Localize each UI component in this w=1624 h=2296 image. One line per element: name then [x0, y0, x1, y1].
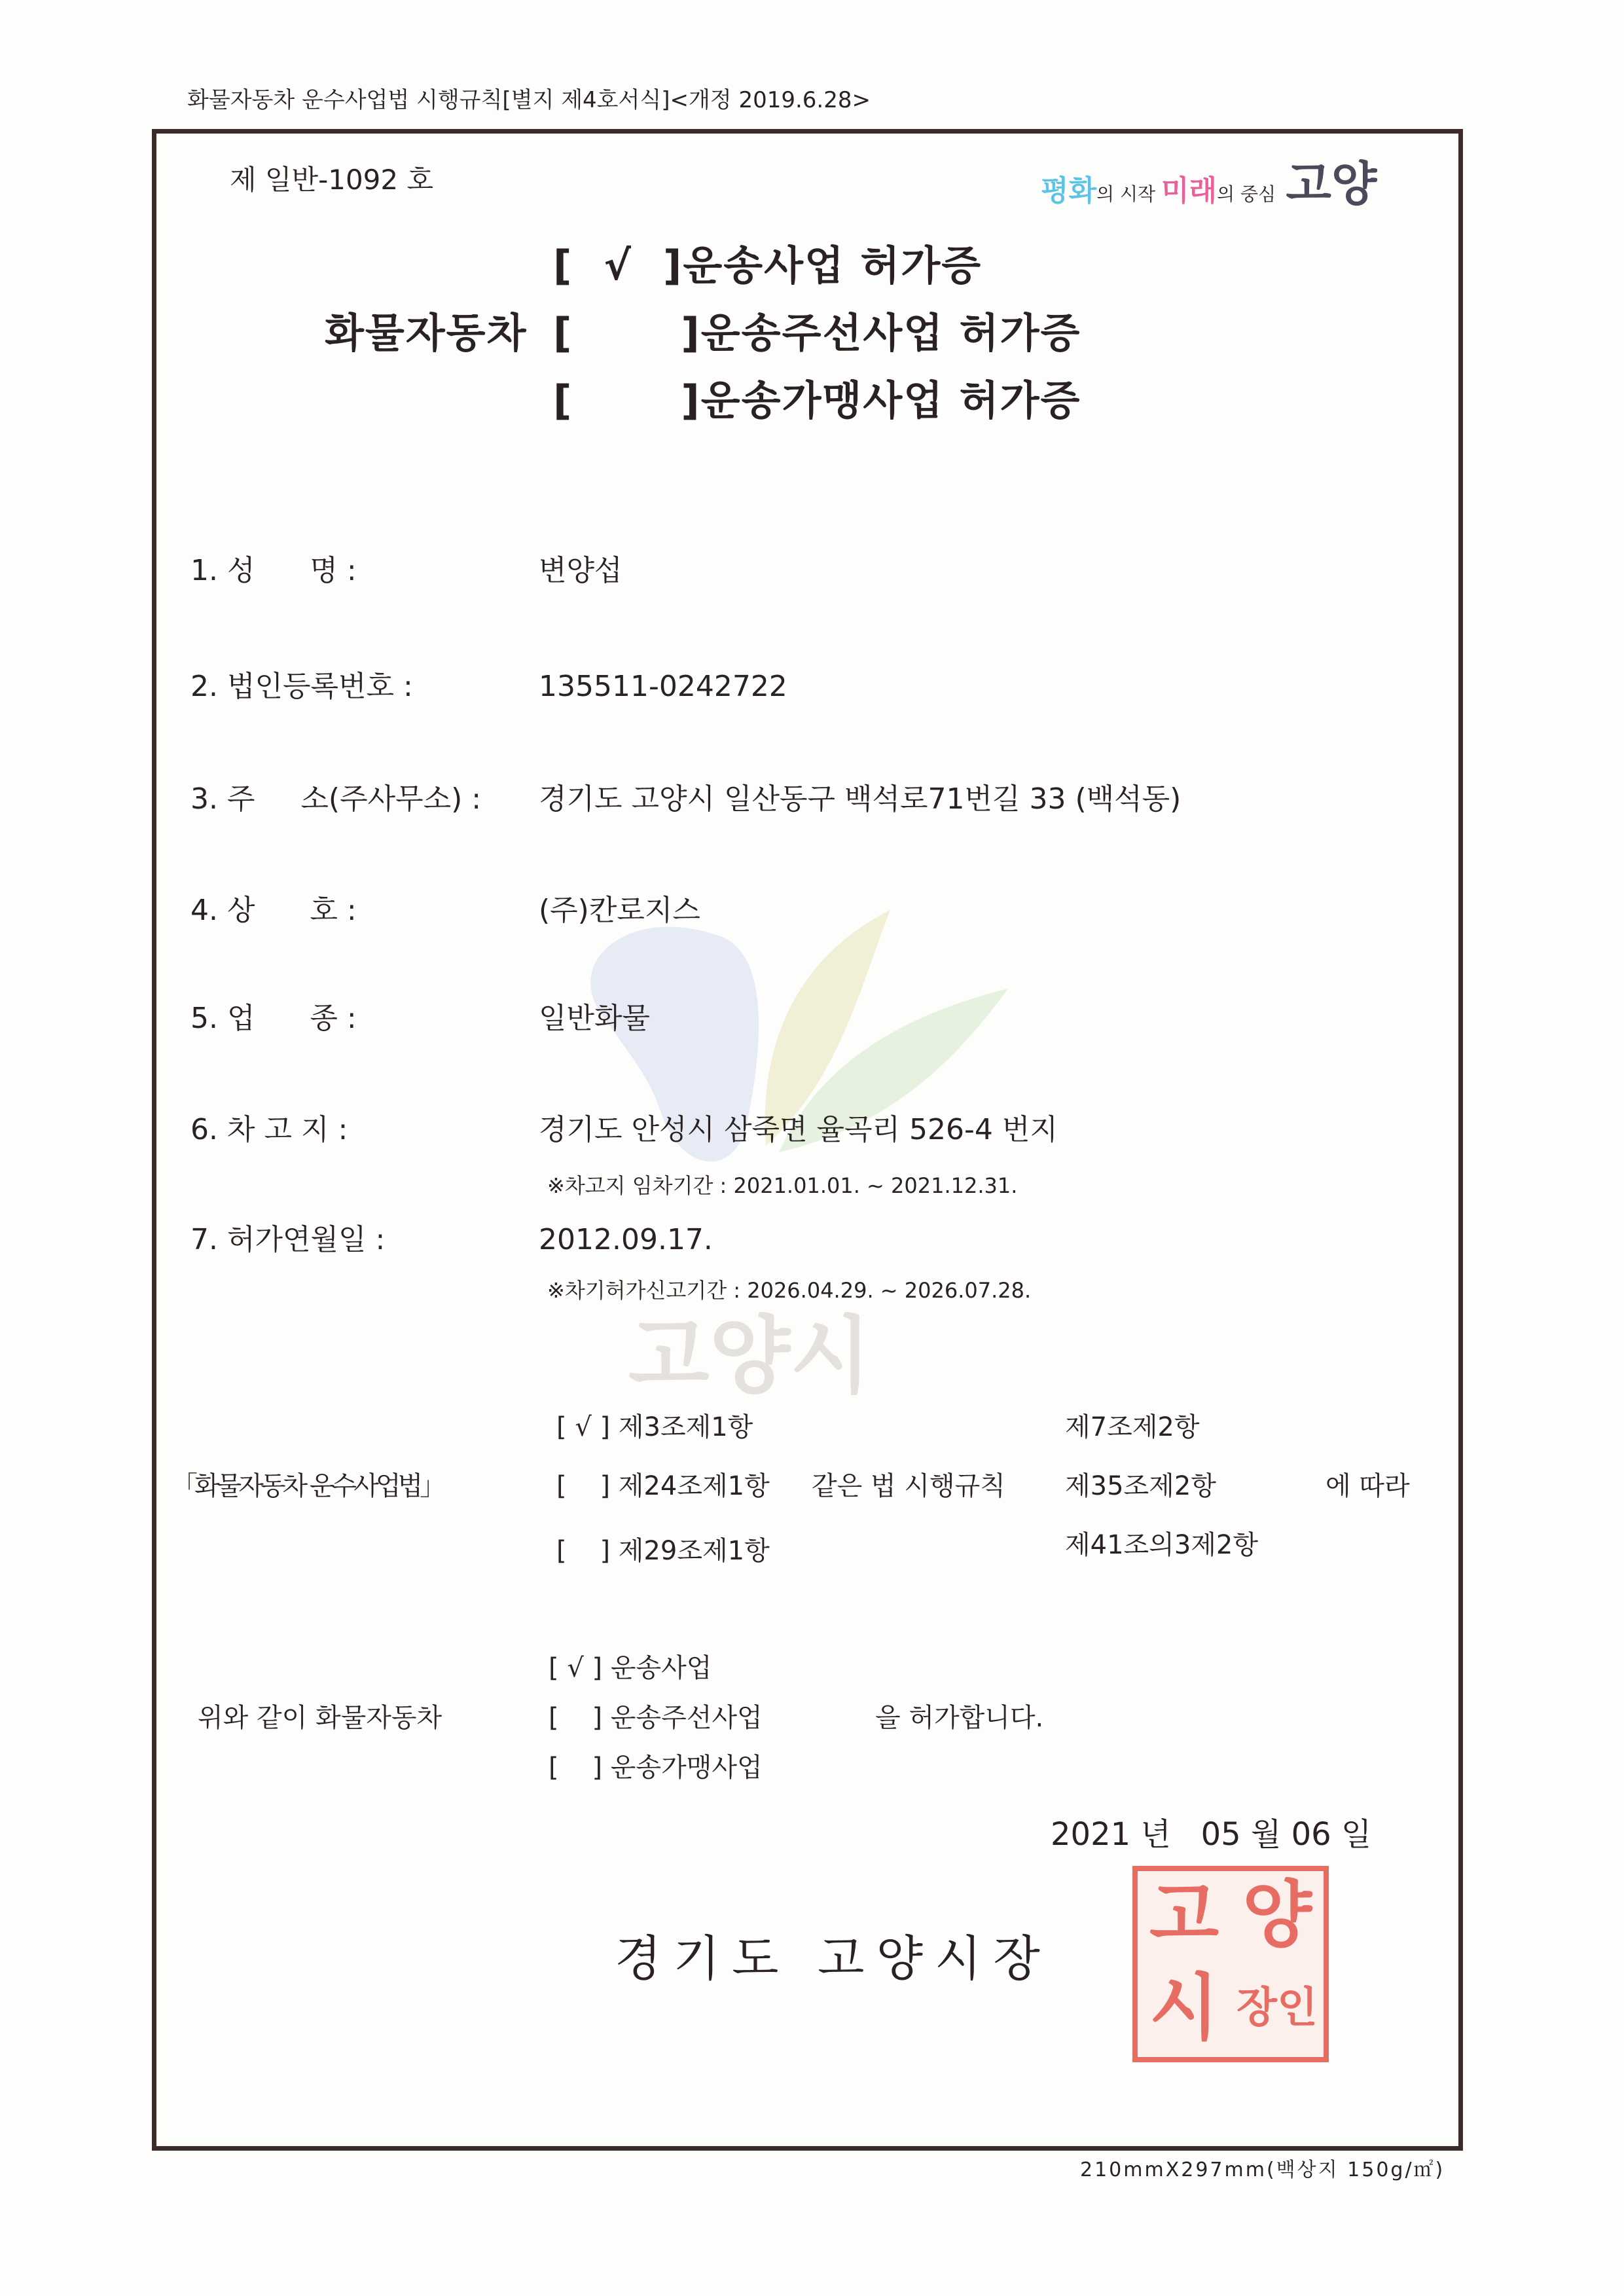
grant-prefix: 위와 같이 화물자동차: [198, 1703, 442, 1733]
official-seal-stamp: [1132, 1866, 1329, 2062]
grant-option: [549, 1755, 763, 1781]
article-text: 제3조제1항: [618, 1412, 753, 1442]
field-value-corp-reg: 135511-0242722: [539, 670, 787, 703]
paper-spec-footer: 210mmX297mm(백상지 150g/㎡): [1080, 2159, 1445, 2181]
article-text: 제24조제1항: [618, 1471, 770, 1501]
date-unit: 일: [1341, 1816, 1372, 1853]
law-middle-text: 같은 법 시행규칙: [812, 1471, 1005, 1501]
title-option-label: 운송사업 허가증: [683, 242, 983, 289]
grant-option-text: 운송가맹사업: [610, 1753, 763, 1783]
field-value-permit-date: 2012.09.17.: [539, 1223, 713, 1256]
checkbox-mark: [ √ ]: [553, 242, 683, 289]
checkbox-mark: [ ]: [556, 1536, 611, 1566]
slogan-part: 미래: [1161, 174, 1217, 208]
seal-char: 장인: [1236, 1984, 1318, 2032]
checkbox-mark: [ √ ]: [556, 1412, 611, 1442]
field-value-company: (주)칸로지스: [539, 894, 700, 927]
law-article: [556, 1473, 770, 1499]
city-slogan-logo: [1041, 156, 1377, 211]
rule-article: 제35조제2항: [1065, 1471, 1216, 1501]
law-article: [556, 1538, 770, 1564]
law-act-name: 「화물자동차 운수사업법」: [171, 1471, 443, 1501]
field-label-corp-reg: 2. 법인등록번호 :: [190, 670, 413, 703]
field-label-permit-date: 7. 허가연월일 :: [190, 1223, 386, 1256]
grant-suffix: 을 허가합니다.: [875, 1703, 1044, 1733]
city-name-watermark: 고양시: [628, 1307, 871, 1405]
garage-lease-note: ※차고지 임차기간 : 2021.01.01. ~ 2021.12.31.: [547, 1173, 1018, 1198]
seal-char: 양: [1242, 1873, 1312, 1957]
title-option: [553, 309, 1081, 357]
checkbox-mark: [ ]: [556, 1471, 611, 1501]
issuer-name: 경기도 고양시장: [615, 1931, 1052, 1987]
field-label-business-type: 5. 업 종 :: [190, 1002, 357, 1035]
grant-option: [549, 1655, 712, 1681]
slogan-part: 평화: [1041, 174, 1097, 208]
field-value-address: 경기도 고양시 일산동구 백석로71번길 33 (백석동): [539, 782, 1182, 816]
law-article: [556, 1414, 753, 1440]
next-report-period-note: ※차기허가신고기간 : 2026.04.29. ~ 2026.07.28.: [547, 1278, 1032, 1303]
checkbox-mark: [ ]: [549, 1753, 603, 1783]
checkbox-mark: [ ]: [553, 309, 701, 357]
title-option: [553, 242, 983, 289]
field-label-company: 4. 상 호 :: [190, 894, 357, 927]
article-text: 제29조제1항: [618, 1536, 770, 1566]
seal-char: 시: [1149, 1966, 1219, 2050]
field-label-name: 1. 성 명 :: [190, 554, 357, 587]
title-option-label: 운송주선사업 허가증: [700, 309, 1081, 357]
field-label-garage: 6. 차 고 지 :: [190, 1113, 348, 1146]
goyang-logo: 고양: [1286, 156, 1377, 211]
date-year: 2021: [1051, 1816, 1131, 1853]
title-prefix: 화물자동차: [325, 309, 528, 357]
field-value-name: 변양섭: [539, 554, 623, 587]
checkbox-mark: [ ]: [549, 1703, 603, 1733]
grant-option-text: 운송주선사업: [610, 1703, 763, 1733]
date-day: 06: [1291, 1816, 1331, 1853]
law-suffix: 에 따라: [1326, 1471, 1410, 1501]
permit-number: 제 일반-1092 호: [230, 164, 434, 196]
checkbox-mark: [ ]: [553, 376, 701, 424]
date-unit: 월: [1250, 1816, 1282, 1853]
title-option: [553, 376, 1081, 424]
slogan-part: 의 중심: [1216, 183, 1276, 205]
date-unit: 년: [1140, 1816, 1171, 1853]
grant-option: [549, 1705, 763, 1731]
field-label-address: 3. 주 소(주사무소) :: [190, 782, 482, 816]
rule-article: 제7조제2항: [1065, 1412, 1200, 1442]
grant-option-text: 운송사업: [610, 1653, 712, 1683]
title-option-label: 운송가맹사업 허가증: [700, 376, 1081, 424]
field-value-garage: 경기도 안성시 삼죽면 율곡리 526-4 번지: [539, 1113, 1058, 1146]
rule-article: 제41조의3제2항: [1065, 1530, 1258, 1560]
checkbox-mark: [ √ ]: [549, 1653, 603, 1683]
form-header-note: 화물자동차 운수사업법 시행규칙[별지 제4호서식]<개정 2019.6.28>: [187, 87, 871, 113]
seal-char: 고: [1149, 1873, 1219, 1957]
issue-date: [1051, 1816, 1372, 1853]
slogan-part: 의 시작: [1096, 183, 1161, 205]
date-month: 05: [1200, 1816, 1241, 1853]
field-value-business-type: 일반화물: [539, 1002, 651, 1035]
